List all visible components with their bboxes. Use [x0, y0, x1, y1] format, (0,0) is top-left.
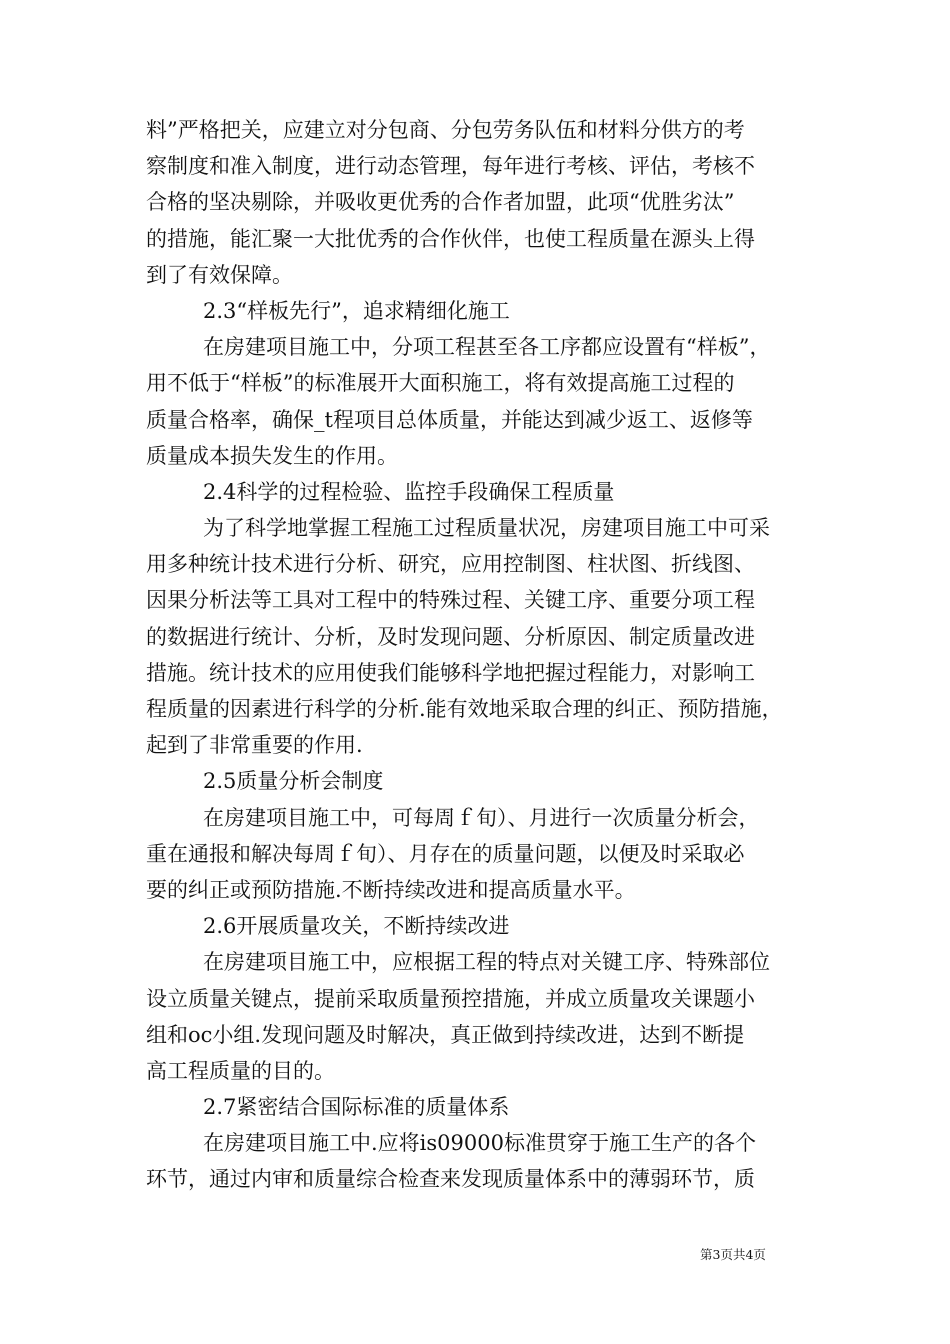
paragraph: [146, 800, 826, 909]
paragraph: [146, 1125, 826, 1197]
heading-text: 2.5质量分析会制度: [203, 769, 384, 794]
paragraph: [146, 112, 826, 293]
heading-text: 2.7紧密结合国际标准的质量体系: [203, 1095, 510, 1120]
text-line: 用多种统计技术进行分析、研究，应用控制图、柱状图、折线图、: [146, 552, 755, 577]
text-line: 要的纠正或预防措施.不断持续改进和提高质量水平。: [146, 877, 636, 902]
text-line: 到了有效保障。: [146, 262, 293, 287]
text-line: 合格的坚决剔除，并吸收更优秀的合作者加盟，此项“优胜劣汰”: [146, 190, 735, 215]
paragraph: [146, 329, 826, 474]
document-body: [146, 112, 826, 1198]
text-line: 措施。统计技术的应用使我们能够科学地把握过程能力，对影响工: [146, 660, 755, 685]
section-heading: [146, 1089, 826, 1125]
text-line: 在房建项目施工中.应将is09000标准贯穿于施工生产的各个: [203, 1131, 756, 1156]
page-number-footer: 第3页共4页: [700, 1247, 766, 1262]
text-line: 在房建项目施工中，应根据工程的特点对关键工序、特殊部位: [203, 950, 770, 975]
paragraph: [146, 510, 826, 763]
heading-text: 2.4科学的过程检验、监控手段确保工程质量: [203, 479, 615, 504]
text-line: 质量成本损失发生的作用。: [146, 443, 398, 468]
text-line: 质量合格率，确保_t程项目总体质量，并能达到减少返工、返修等: [146, 407, 753, 432]
text-line: 组和oc小组.发现问题及时解决，真正做到持续改进，达到不断提: [146, 1022, 745, 1047]
text-line: 环节，通过内审和质量综合检查来发现质量体系中的薄弱环节，质: [146, 1167, 755, 1192]
text-line: 用不低于“样板”的标准展开大面积施工，将有效提高施工过程的: [146, 371, 735, 396]
text-line: 为了科学地掌握工程施工过程质量状况，房建项目施工中可采: [203, 516, 770, 541]
text-line: 程质量的因素进行科学的分析.能有效地采取合理的纠正、预防措施，: [146, 697, 783, 721]
text-line: 在房建项目施工中，可每周ｆ旬）、月进行一次质量分析会，: [203, 805, 760, 830]
heading-text: 2.6开展质量攻关，不断持续改进: [203, 914, 510, 939]
section-heading: [146, 474, 826, 510]
text-line: 因果分析法等工具对工程中的特殊过程、关键工序、重要分项工程: [146, 588, 755, 613]
text-line: 高工程质量的目的。: [146, 1058, 335, 1083]
heading-text: 2.3“样板先行”，追求精细化施工: [203, 298, 510, 323]
text-line: 起到了非常重要的作用.: [146, 733, 363, 758]
text-line: 料”严格把关，应建立对分包商、分包劳务队伍和材料分供方的考: [146, 118, 745, 142]
text-line: 察制度和准入制度，进行动态管理，每年进行考核、评估，考核不: [146, 154, 755, 179]
text-line: 的措施，能汇聚一大批优秀的合作伙伴，也使工程质量在源头上得: [146, 226, 755, 251]
section-heading: [146, 293, 826, 329]
text-line: 在房建项目施工中，分项工程甚至各工序都应设置有“样板”，: [203, 335, 771, 360]
section-heading: [146, 763, 826, 799]
section-heading: [146, 908, 826, 944]
text-line: 设立质量关键点，提前采取质量预控措施，并成立质量攻关课题小: [146, 986, 755, 1011]
paragraph: [146, 944, 826, 1089]
text-line: 重在通报和解决每周ｆ旬）、月存在的质量问题，以便及时采取必: [146, 841, 745, 866]
text-line: 的数据进行统计、分析，及时发现问题、分析原因、制定质量改进: [146, 624, 755, 649]
